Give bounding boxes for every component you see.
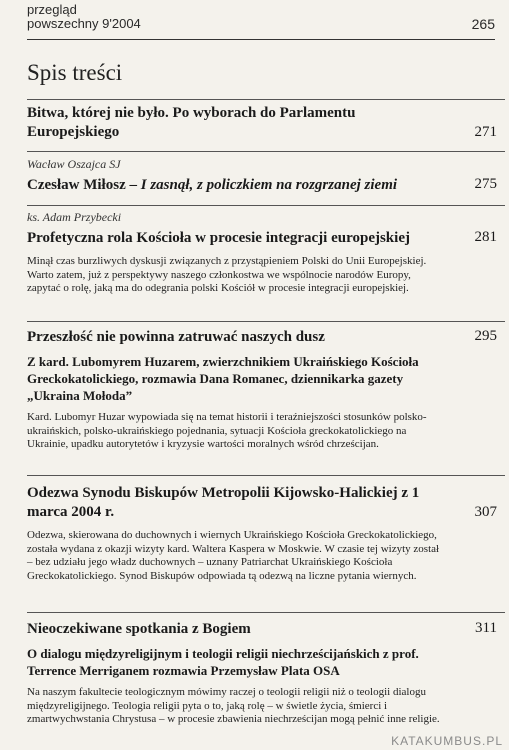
entry-subtitle: Z kard. Lubomyrem Huzarem, zwierzchnikiem Ukraińskiego Kościoła Greckokatolickiego, rozmawia Dana Romanec, dziennikarka gazety „Ukraina Mołoda”: [27, 354, 419, 403]
entry-title[interactable]: Nieoczekiwane spotkania z Bogiem: [27, 621, 251, 637]
entry-page: 281: [474, 229, 497, 245]
page-title: Spis treści: [27, 60, 123, 85]
entry-abstract: Minął czas burzliwych dyskusji związanych z przystąpieniem Polski do Unii Europejskiej. Warto zatem, już z perspektywy naszego członkostwa we wspólnocie narodów Europy, zapytać o rolę, jaką ma do odegrania polski Kościół w procesie integracji europejskiej.: [27, 255, 427, 295]
entry-abstract: Kard. Lubomyr Huzar wypowiada się na temat historii i teraźniejszości stosunków polsko-ukraińskich, polsko-ukraińskiego pojednania, sytuacji Kościoła greckokatolickiego na Ukrainie, upadku autorytetów i kryzysie wartości moralnych wśród chrześcijan.: [27, 411, 427, 451]
section-divider: [27, 151, 505, 152]
entry-page: 271: [474, 124, 497, 140]
entry-page: 295: [474, 328, 497, 344]
toc-entry[interactable]: [27, 104, 497, 142]
journal-name-line1: przegląd: [27, 2, 77, 17]
entry-title[interactable]: [27, 176, 435, 195]
entry-subtitle: O dialogu międzyreligijnym i teologii religii niechrześcijańskich z prof. Terrence Merriganem rozmawia Przemysław Plata OSA: [27, 646, 419, 678]
header-rule: [27, 39, 495, 40]
section-divider: [27, 475, 505, 476]
entry-title-plain: Czesław Miłosz –: [27, 177, 141, 193]
toc-entry[interactable]: [27, 157, 497, 195]
section-divider: [27, 205, 505, 206]
toc-entry[interactable]: [27, 328, 497, 452]
page-number: 265: [471, 16, 495, 32]
entry-author: ks. Adam Przybecki: [27, 210, 122, 224]
toc-entry[interactable]: [27, 620, 497, 727]
section-divider: [27, 321, 505, 322]
entry-title[interactable]: Przeszłość nie powinna zatruwać naszych dusz: [27, 329, 325, 345]
toc-entry[interactable]: [27, 210, 497, 296]
entry-title[interactable]: Profetyczna rola Kościoła w procesie integracji europejskiej: [27, 230, 410, 246]
site-watermark: KATAKUMBUS.PL: [391, 734, 503, 748]
toc-entry[interactable]: [27, 484, 497, 583]
entry-abstract: Odezwa, skierowana do duchownych i wiernych Ukraińskiego Kościoła Greckokatolickiego, została wydana z okazji wizyty kard. Waltera Kaspera w Moskwie. W czasie tej wizyty został – bez udziału jego władz duchownych – uznany Patriarchat Ukraińskiego Kościoła Greckokatolickiego. Synod Biskupów odpowiada tą odezwą na liczne pytania wiernych.: [27, 529, 440, 582]
entry-page: 275: [474, 176, 497, 192]
entry-page: 311: [475, 620, 497, 636]
entry-title[interactable]: Bitwa, której nie było. Po wyborach do Parlamentu Europejskiego: [27, 105, 356, 140]
journal-header: [27, 3, 495, 31]
journal-name-line2: powszechny 9'2004: [27, 16, 141, 31]
entry-author: Wacław Oszajca SJ: [27, 157, 121, 171]
entry-title[interactable]: Odezwa Synodu Biskupów Metropolii Kijowsko-Halickiej z 1 marca 2004 r.: [27, 485, 420, 520]
section-divider: [27, 99, 505, 100]
entry-abstract: Na naszym fakultecie teologicznym mówimy raczej o teologii religii niż o teologii dialogu międzyreligijnego. Teologia religii pyta o to, jaką rolę – w świetle życia, śmierci i zmartwychwstania Chrystusa – w procesie zbawienia niechrześcijan mogą pełnić inne religie.: [27, 686, 440, 726]
entry-title-italic: I zasnął, z policzkiem na rozgrzanej ziemi: [140, 177, 398, 193]
entry-page: 307: [474, 504, 497, 520]
section-divider: [27, 612, 505, 613]
